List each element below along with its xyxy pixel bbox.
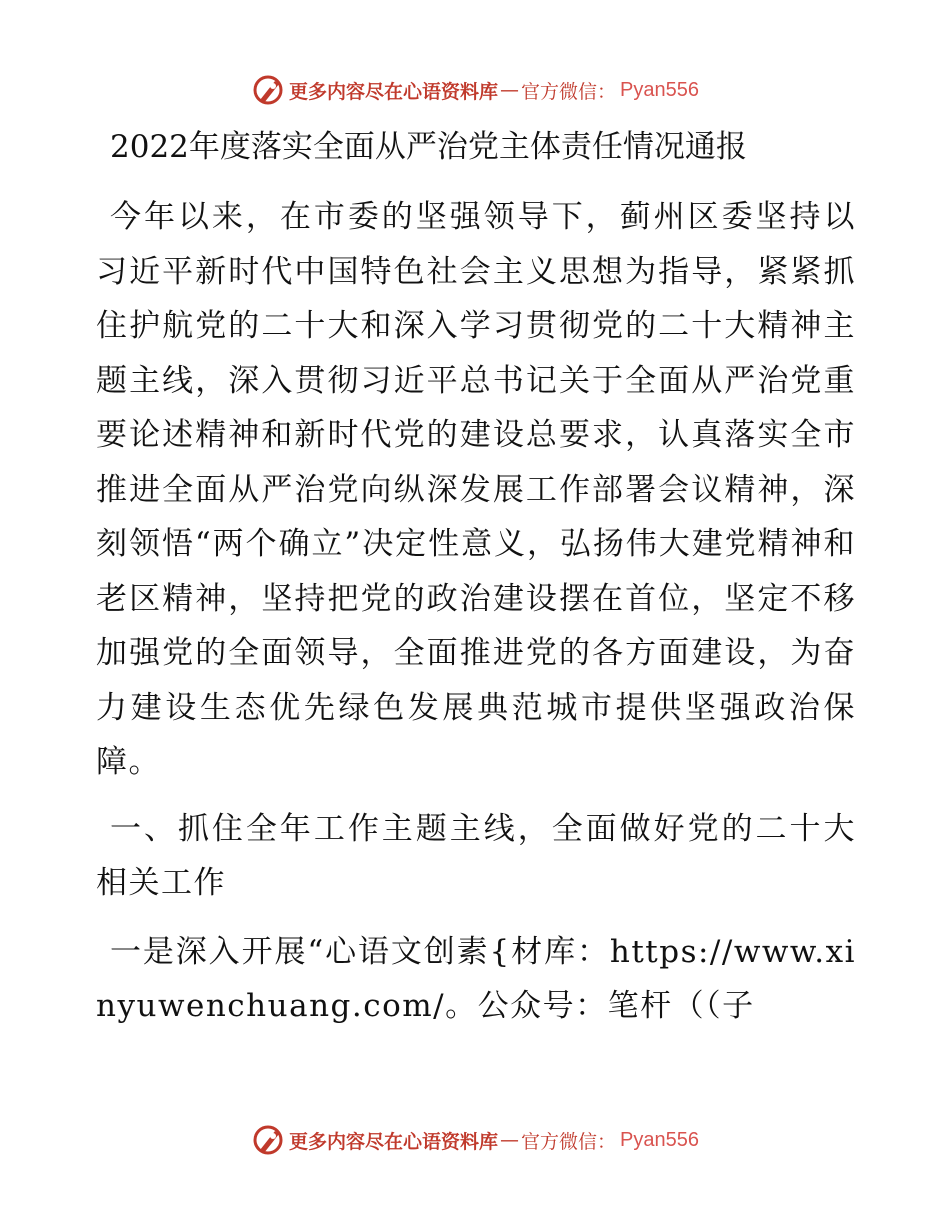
document-body xyxy=(96,120,856,1034)
document-title: 2022年度落实全面从严治党主体责任情况通报 xyxy=(110,129,747,165)
banner-separator: — xyxy=(500,1129,520,1151)
header-watermark-banner xyxy=(0,70,950,110)
banner-main-text: 更多内容尽在心语资料库 xyxy=(289,80,499,103)
pen-logo-icon xyxy=(251,73,285,107)
section-heading-text: 一、抓住全年工作主题主线，全面做好党的二十大相关工作 xyxy=(96,810,856,901)
intro-text: 今年以来，在市委的坚强领导下，蓟州区委坚持以习近平新时代中国特色社会主义思想为指导，紧紧抓住护航党的二十大和深入学习贯彻党的二十大精神主题主线，深入贯彻习近平总书记关于全面从严治党重要论述精神和新时代党的建设总要求，认真落实全市推进全面从严治党向纵深发展工作部署会议精神，深刻领悟“两个确立”决定性意义，弘扬伟大建党精神和老区精神，坚持把党的政治建设摆在首位，坚定不移加强党的全面领导，全面推进党的各方面建设，为奋力建设生态优先绿色发展典范城市提供坚强政治保障。 xyxy=(96,199,856,780)
banner-wechat-id: Pyan556 xyxy=(620,1128,699,1151)
body-paragraph-first-point xyxy=(96,925,856,1034)
banner-separator: — xyxy=(500,79,520,101)
pen-logo-icon xyxy=(251,1123,285,1157)
banner-official-label: 官方微信： xyxy=(521,80,617,103)
banner-main-text: 更多内容尽在心语资料库 xyxy=(289,1130,499,1153)
body-paragraph-intro xyxy=(96,190,856,790)
banner-wechat-id: Pyan556 xyxy=(620,78,699,101)
section-heading-1 xyxy=(96,802,856,911)
banner-official-label: 官方微信： xyxy=(521,1130,617,1153)
footer-watermark-banner xyxy=(0,1120,950,1160)
first-point-text: 一是深入开展“心语文创素{材库：https://www.xinyuwenchuang.com/。公众号：笔杆（（子 xyxy=(96,933,856,1024)
